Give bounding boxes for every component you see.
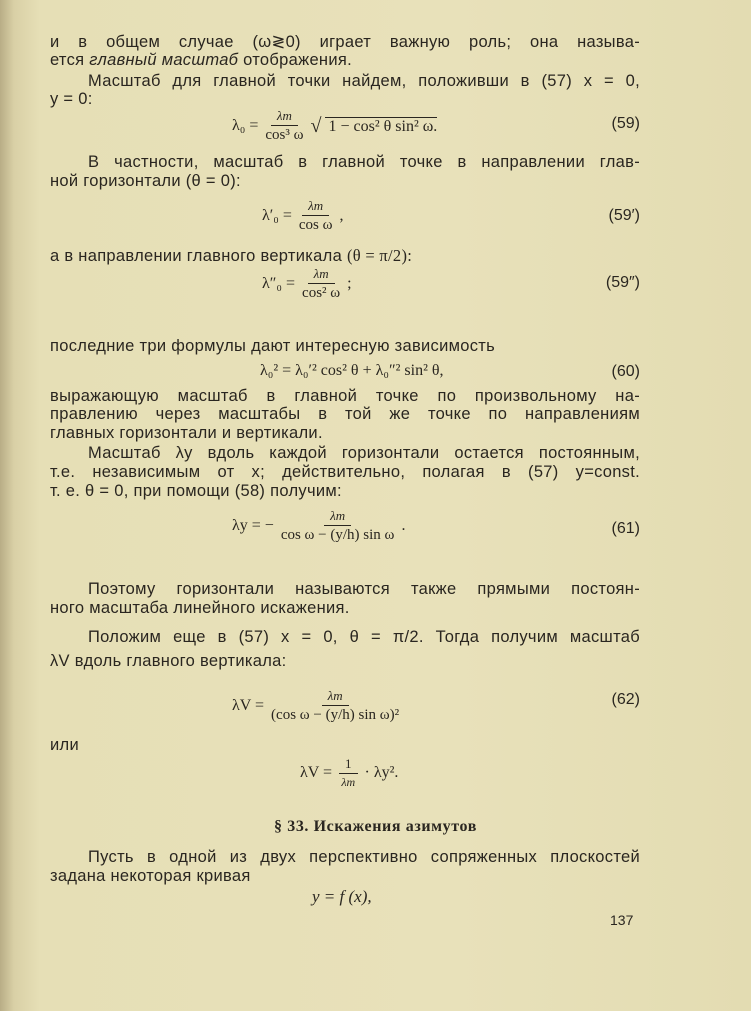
- text-line: Положим еще в (57) x = 0, θ = π/2. Тогда получим масштаб: [88, 628, 640, 646]
- equation-63: [300, 756, 398, 790]
- text-line: y = 0:: [50, 90, 93, 108]
- fraction: [299, 198, 333, 234]
- emphasis-term: главный масштаб: [89, 51, 239, 69]
- numerator: 1: [339, 756, 358, 774]
- text-line: выражающую масштаб в главной точке по произвольному на-: [50, 387, 640, 405]
- text-line: т.е. независимым от x; действительно, полагая в (57) y=const.: [50, 463, 640, 481]
- equation-60: λ₀² = λ₀′² cos² θ + λ₀″² sin² θ,: [260, 362, 444, 379]
- equation-number: (59′): [608, 207, 640, 224]
- fraction: [339, 756, 358, 790]
- text-line: Масштаб λy вдоль каждой горизонтали остается постоянным,: [88, 444, 640, 462]
- punct: .: [401, 517, 406, 534]
- text: отображения.: [238, 51, 352, 69]
- equation-59: [232, 108, 437, 144]
- equation-number: (62): [611, 691, 640, 708]
- text-line: Пусть в одной из двух перспективно сопряженных плоскостей: [88, 848, 640, 866]
- punct: ,: [339, 207, 344, 224]
- text-line: Масштаб для главной точки найдем, положивши в (57) x = 0,: [88, 72, 640, 90]
- denominator: cos² ω: [302, 285, 341, 301]
- text-line: [50, 246, 640, 266]
- numerator: λm: [302, 198, 329, 216]
- equation-59-prime: [262, 198, 343, 234]
- denominator: λm: [341, 775, 356, 789]
- fraction: [281, 508, 395, 544]
- text-line: или: [50, 736, 79, 754]
- text-line: Поэтому горизонтали называются также прямыми постоян-: [88, 580, 640, 598]
- numerator: λm: [271, 108, 298, 126]
- eq-rhs: · λy².: [364, 764, 399, 781]
- equation-curve: y = f (x),: [312, 887, 372, 906]
- sqrt-sign: √: [310, 114, 322, 137]
- equation-59-double-prime: [262, 266, 352, 302]
- eq-lhs: λV =: [232, 697, 265, 714]
- text-line: ной горизонтали (θ = 0):: [50, 172, 241, 190]
- fraction: [271, 688, 399, 724]
- eq-lhs: λ″₀ =: [262, 275, 296, 292]
- page-number: 137: [610, 912, 634, 928]
- text-line: ного масштаба линейного искажения.: [50, 599, 350, 617]
- punct: ;: [347, 275, 352, 292]
- denominator: cos³ ω: [265, 127, 304, 143]
- text-line: В частности, масштаб в главной точке в направлении глав-: [88, 153, 640, 171]
- eq-lhs: λV =: [300, 764, 333, 781]
- text-line: правлению через масштабы в той же точке по направлениям: [50, 405, 640, 423]
- section-heading: § 33. Искажения азимутов: [274, 818, 477, 835]
- text-line: т. е. θ = 0, при помощи (58) получим:: [50, 482, 342, 500]
- eq-lhs: λy = −: [232, 517, 274, 534]
- text-line: λV вдоль главного вертикала:: [50, 652, 287, 670]
- equation-number: (59): [611, 115, 640, 132]
- fraction: [265, 108, 303, 144]
- fraction: [302, 266, 340, 302]
- eq-lhs: λ₀ =: [232, 117, 259, 134]
- inline-formula: (θ = π/2):: [346, 246, 413, 265]
- equation-number: (60): [611, 363, 640, 380]
- denominator: (cos ω − (y/h) sin ω)²: [271, 707, 400, 723]
- text-line: главных горизонтали и вертикали.: [50, 424, 323, 442]
- equation-number: (59″): [605, 274, 640, 291]
- text-line: [50, 51, 640, 70]
- eq-lhs: λ′₀ =: [262, 207, 292, 224]
- denominator: cos ω: [298, 217, 333, 233]
- numerator: λm: [324, 508, 351, 526]
- equation-61: [232, 508, 405, 544]
- equation-number: (61): [611, 520, 640, 537]
- text: а в направлении главного вертикала: [50, 247, 343, 265]
- numerator: λm: [322, 688, 349, 706]
- text-line: и в общем случае (ω≷0) играет важную роль; она называ-: [50, 33, 640, 51]
- text-line: задана некоторая кривая: [50, 867, 251, 885]
- text-line: последние три формулы дают интересную зависимость: [50, 337, 496, 355]
- text: ется: [50, 51, 90, 69]
- radicand: 1 − cos² θ sin² ω.: [325, 117, 437, 136]
- denominator: cos ω − (y/h) sin ω: [280, 527, 395, 543]
- numerator: λm: [308, 266, 335, 284]
- equation-62: [232, 688, 402, 724]
